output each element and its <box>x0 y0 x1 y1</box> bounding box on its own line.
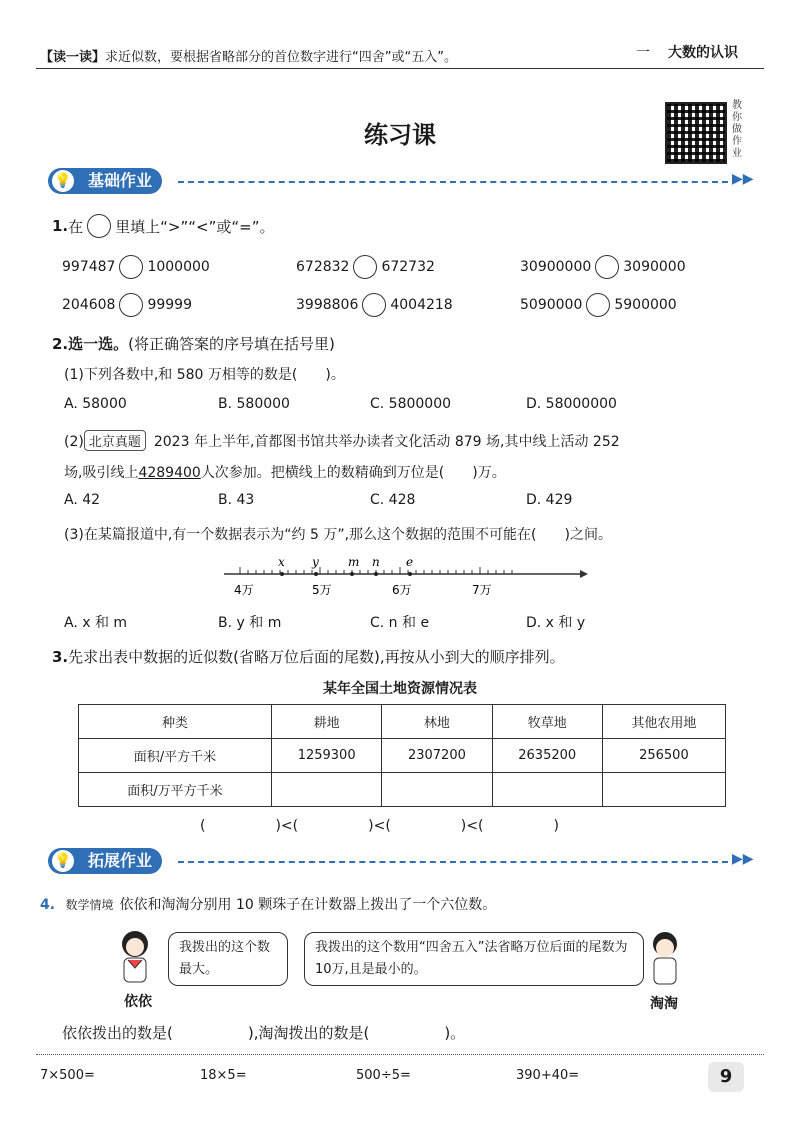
option[interactable]: A. 42 <box>64 492 101 508</box>
q2-2-prefix: (2) <box>64 434 84 450</box>
option[interactable]: D. 429 <box>526 492 573 508</box>
q2-hint: (将正确答案的序号填在括号里) <box>128 335 335 353</box>
yiyi-name: 依依 <box>124 994 152 1010</box>
beijing-exam-tag: 北京真题 <box>84 430 146 451</box>
arrow-icon <box>580 570 588 578</box>
q4-number: 4. <box>40 897 56 913</box>
point-marker <box>408 572 412 576</box>
compare-left: 5090000 <box>520 297 583 313</box>
table-cell: 面积/万平方千米 <box>79 773 272 807</box>
point-label: y <box>312 555 319 569</box>
yiyi-speech-bubble: 我拨出的这个数最大。 <box>168 932 288 986</box>
option[interactable]: B. 43 <box>218 492 255 508</box>
calc-item: 390+40= <box>516 1068 580 1083</box>
table-header-row <box>79 705 726 739</box>
circle-icon <box>87 214 111 238</box>
table-cell: 1259300 <box>272 739 382 773</box>
order-part: )<( <box>275 818 299 834</box>
option[interactable]: B. 580000 <box>218 396 290 412</box>
order-part: ) <box>553 818 559 834</box>
underlined-number: 4289400 <box>138 465 201 481</box>
table-cell: 256500 <box>602 739 725 773</box>
point-label: n <box>372 555 380 569</box>
taotao-speech-bubble: 我拨出的这个数用“四舍五入”法省略万位后面的尾数为10万,且是最小的。 <box>304 932 644 986</box>
option[interactable]: D. 58000000 <box>526 396 617 412</box>
section-divider <box>178 181 728 183</box>
q4-text: 依依和淘淘分别用 10 颗珠子在计数器上拨出了一个六位数。 <box>119 897 497 913</box>
q2-2-text2b: 人次参加。把横线上的数精确到万位是( )万。 <box>200 465 506 481</box>
q1-text-b: 里填上“>”“<”或“=”。 <box>115 217 275 236</box>
table-header: 牧草地 <box>492 705 602 739</box>
answer-cell[interactable] <box>272 773 382 807</box>
point-marker <box>350 572 354 576</box>
table-cell: 2635200 <box>492 739 602 773</box>
option[interactable]: A. x 和 m <box>64 615 128 631</box>
unit-title: 大数的认识 <box>668 45 738 61</box>
lightbulb-icon: 💡 <box>52 170 74 192</box>
compare-item <box>62 255 210 279</box>
compare-right: 5900000 <box>614 297 677 313</box>
section-basic-label: 基础作业 <box>88 171 153 190</box>
q4-stem <box>40 894 496 914</box>
q1-number: 1. <box>52 217 69 235</box>
unit-header <box>636 42 738 62</box>
section-extension <box>48 848 754 874</box>
q4-answer-line[interactable]: 依依拨出的数是( ),淘淘拨出的数是( )。 <box>62 1024 466 1042</box>
q3-text: 先求出表中数据的近似数(省略万位后面的尾数),再按从小到大的顺序排列。 <box>68 648 565 666</box>
tick-label: 5万 <box>312 583 332 597</box>
number-line <box>220 552 590 600</box>
calc-item: 18×5= <box>200 1068 247 1083</box>
answer-circle[interactable] <box>119 255 143 279</box>
compare-item <box>62 293 192 317</box>
compare-right: 99999 <box>147 297 192 313</box>
lightbulb-icon: 💡 <box>52 850 74 872</box>
header-divider <box>36 68 764 69</box>
calc-item: 500÷5= <box>356 1068 411 1083</box>
point-marker <box>374 572 378 576</box>
section-divider <box>178 861 728 863</box>
compare-left: 672832 <box>296 259 350 275</box>
double-arrow-icon: ▶▶ <box>732 851 754 867</box>
tick-label: 7万 <box>472 583 492 597</box>
section-extension-label: 拓展作业 <box>88 851 153 870</box>
table-title: 某年全国土地资源情况表 <box>323 681 477 697</box>
option[interactable]: C. n 和 e <box>370 615 430 631</box>
yiyi-avatar <box>110 926 160 988</box>
point-marker <box>314 572 318 576</box>
table-header: 种类 <box>79 705 272 739</box>
compare-right: 672732 <box>381 259 435 275</box>
compare-item <box>520 255 686 279</box>
table-cell: 面积/平方千米 <box>79 739 272 773</box>
answer-circle[interactable] <box>595 255 619 279</box>
compare-right: 3090000 <box>623 259 686 275</box>
option[interactable]: C. 5800000 <box>370 396 452 412</box>
compare-right: 1000000 <box>147 259 210 275</box>
q3-stem <box>52 646 565 667</box>
tip-tag: 【读一读】 <box>40 50 106 65</box>
reading-tip <box>40 46 457 65</box>
table-header: 林地 <box>382 705 492 739</box>
table-row <box>79 773 726 807</box>
option[interactable]: D. x 和 y <box>526 615 586 631</box>
option[interactable]: C. 428 <box>370 492 416 508</box>
answer-circle[interactable] <box>353 255 377 279</box>
unit-number: 一 <box>636 45 650 61</box>
q2-3-stem: (3)在某篇报道中,有一个数据表示为“约 5 万”,那么这个数据的范围不可能在( )之间。 <box>64 527 612 543</box>
table-header: 耕地 <box>272 705 382 739</box>
calc-item: 7×500= <box>40 1068 95 1083</box>
compare-item <box>296 255 435 279</box>
compare-left: 204608 <box>62 297 116 313</box>
q2-2-line2 <box>64 462 506 482</box>
option[interactable]: A. 58000 <box>64 396 127 412</box>
point-label: m <box>348 555 360 569</box>
order-part: ( <box>200 818 206 834</box>
q1-text-a: 在 <box>68 217 84 236</box>
answer-cell[interactable] <box>382 773 492 807</box>
qr-code[interactable] <box>665 102 727 164</box>
order-blanks[interactable] <box>200 818 559 834</box>
q2-1-stem: (1)下列各数中,和 580 万相等的数是( )。 <box>64 367 345 383</box>
compare-left: 3998806 <box>296 297 359 313</box>
q2-number: 2. <box>52 335 69 353</box>
q3-number: 3. <box>52 648 69 666</box>
tip-text: 求近似数，要根据省略部分的首位数字进行“四舍”或“五入”。 <box>105 50 457 65</box>
q4-tag: 数学情境 <box>65 898 114 912</box>
table-header: 其他农用地 <box>602 705 725 739</box>
q2-2-text2a: 场,吸引线上 <box>64 465 139 481</box>
page-number: 9 <box>708 1062 744 1092</box>
q1-stem <box>52 214 275 238</box>
compare-left: 997487 <box>62 259 116 275</box>
compare-item <box>520 293 677 317</box>
order-part: )<( <box>460 818 484 834</box>
q2-2-text1: 2023 年上半年,首都图书馆共举办读者文化活动 879 场,其中线上活动 252 <box>153 434 620 450</box>
table-row <box>79 739 726 773</box>
point-marker <box>280 572 284 576</box>
land-table <box>78 704 726 807</box>
section-basic-pill <box>48 168 162 194</box>
compare-right: 4004218 <box>390 297 453 313</box>
q2-title: 选一选。 <box>68 335 129 353</box>
compare-left: 30900000 <box>520 259 592 275</box>
answer-cell[interactable] <box>492 773 602 807</box>
order-part: )<( <box>368 818 391 834</box>
footer-divider <box>36 1054 764 1055</box>
point-label: e <box>406 555 414 569</box>
option[interactable]: B. y 和 m <box>218 615 282 631</box>
table-cell: 2307200 <box>382 739 492 773</box>
tick-label: 4万 <box>234 583 254 597</box>
taotao-avatar <box>640 928 690 990</box>
answer-cell[interactable] <box>602 773 725 807</box>
compare-item <box>296 293 453 317</box>
tick-label: 6万 <box>392 583 412 597</box>
section-extension-pill <box>48 848 162 874</box>
taotao-name: 淘淘 <box>650 996 678 1012</box>
point-label: x <box>278 555 285 569</box>
answer-circle[interactable] <box>119 293 143 317</box>
answer-circle[interactable] <box>586 293 610 317</box>
double-arrow-icon: ▶▶ <box>732 171 754 187</box>
section-basic <box>48 168 754 194</box>
q2-2-line1 <box>64 430 620 451</box>
q2-stem <box>52 333 335 354</box>
answer-circle[interactable] <box>362 293 386 317</box>
page-title: 练习课 <box>364 121 436 149</box>
qr-label: 教你做作业 <box>732 100 742 159</box>
